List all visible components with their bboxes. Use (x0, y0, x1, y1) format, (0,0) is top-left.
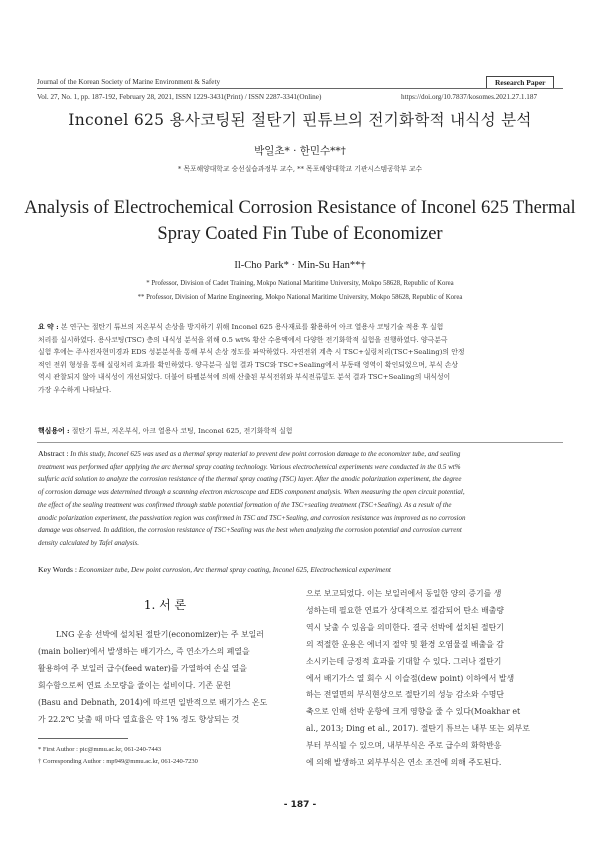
english-abstract-line: anodic polarization experiment, the passivation region was confirmed in TSC and TSC+Sealing, and corrosion resistance was improved as no corrosion (38, 513, 466, 522)
korean-abstract-line: 본 연구는 절탄기 튜브의 저온부식 손상을 방지하기 위해 Inconel 625 용사재료를 활용하여 아크 열용사 코팅기술 적용 후 실험 (60, 323, 444, 331)
english-abstract-line: treatment was performed after applying the arc thermal spray coating technology. Various electrochemical experiments were conducted in the 0.5 wt% (38, 462, 461, 471)
abstract-divider (37, 442, 563, 443)
header-divider (37, 88, 563, 89)
footnote-divider (38, 738, 128, 739)
body-line: 의 적절한 운용은 에너지 절약 및 환경 오염물질 배출을 감 (306, 639, 504, 649)
korean-abstract-line: 가장 우수하게 나타났다. (38, 385, 112, 394)
english-abstract-line: In this study, Inconel 625 was used as a thermal spray material to prevent dew point corrosion damage to the economizer tube, and sealing (70, 450, 461, 458)
section-heading-introduction: 1. 서 론 (143, 598, 187, 612)
body-line: 에 의해 발생하고 외부부식은 연소 조건에 의해 주도된다. (306, 758, 502, 768)
korean-keywords-label: 핵심용어 : (38, 427, 70, 435)
korean-title: Inconel 625 용사코팅된 절탄기 핀튜브의 전기화학적 내식성 분석 (68, 111, 532, 129)
english-abstract-line: damage was observed. In addition, the corrosion resistance of TSC+Sealing was the best when analyzing the corrosion potential and corrosion current (38, 526, 462, 535)
page-number: - 187 - (283, 800, 317, 810)
korean-abstract-line: 처리를 실시하였다. 용사코팅(TSC) 층의 내식성 분석을 위해 0.5 wt% 황산 수용액에서 다양한 전기화학적 실험을 진행하였다. 양극분극 (38, 335, 448, 344)
korean-abstract (38, 321, 562, 397)
korean-affiliation: * 목포해양대학교 승선실습과정부 교수, ** 목포해양대학교 기관시스템공학부 교수 (177, 165, 423, 173)
body-line: 부터 부식될 수 있으며, 내부부식은 주로 급수의 화학반응 (306, 741, 502, 751)
korean-abstract-line: 역시 관찰되지 않아 내식성이 개선되었다. 더불어 타펠분석에 의해 산출된 부식전위와 부식전류밀도 분석 결과 TSC+Sealing의 내식성이 (38, 373, 451, 382)
body-line: 소시키는데 긍정적 효과를 기대할 수 있다. 그러나 절탄기 (306, 656, 502, 666)
body-line: 축으로 인해 선박 운항에 크게 영향을 줄 수 있다(Moakhar et (306, 707, 521, 717)
english-abstract-label: Abstract : (38, 449, 69, 458)
english-keywords (38, 565, 562, 574)
body-line: 가 22.2℃ 낮출 때 마다 열효율은 약 1% 정도 향상되는 것 (38, 714, 240, 724)
body-line: LNG 운송 선박에 설치된 절탄기(economizer)는 주 보일러 (56, 630, 264, 639)
english-abstract-line: of corrosion damage was determined through a scanning electron microscope and EDS component analysis. When measuring the open circuit potential, (38, 488, 465, 497)
citation-info: Vol. 27, No. 1, pp. 187-192, February 28, 2021, ISSN 1229-3431(Print) / ISSN 2287-3341(Online) (37, 93, 322, 101)
english-title-line1: Analysis of Electrochemical Corrosion Resistance of Inconel 625 Thermal (24, 198, 576, 218)
korean-abstract-line: 적인 전위 형성을 통해 실링처리 효과를 확인하였다. 양극분극 실험 결과 TSC와 TSC+Sealing에서 부동태 영역이 확인되었으며, 부식 손상 (38, 360, 459, 369)
korean-authors: 박일초* · 한민수**† (254, 145, 346, 157)
english-abstract-line: density calculated by Tafel analysis. (38, 538, 140, 547)
right-column-body (306, 586, 562, 772)
english-abstract-line: sulfuric acid solution to analyze the corrosion resistance of the thermal spray coating (TSC) layer. After the anodic polarization experiment, the degree (38, 475, 462, 484)
footnote-first-author: * First Author : pic@mmu.ac.kr, 061-240-7443 (38, 746, 162, 753)
english-abstract (38, 448, 562, 550)
english-affiliation-1: * Professor, Division of Cadet Training, Mokpo National Maritime University, Mokpo 58628, Republic of Korea (146, 280, 454, 287)
body-line: 역시 낮출 수 있음을 의미한다. 결국 선박에 설치된 절탄기 (306, 622, 504, 632)
english-affiliation-2: ** Professor, Division of Marine Engineering, Mokpo National Maritime University, Mokpo 58628, Republic of Korea (137, 294, 463, 301)
english-keywords-value: Economizer tube, Dew point corrosion, Arc thermal spray coating, Inconel 625, Electrochemical experiment (78, 566, 391, 574)
korean-abstract-label: 요 약 : (38, 323, 59, 331)
body-line: (main bolier)에서 발생하는 배기가스, 즉 연소가스의 폐열을 (38, 646, 250, 656)
body-line: 에서 배기가스 열 회수 시 이슬점(dew point) 이하에서 발생 (306, 673, 515, 683)
body-line: 활용하여 주 보일러 급수(feed water)를 가열하여 손실 열을 (38, 663, 247, 673)
body-line: 회수함으로써 연료 소모량을 줄이는 설비이다. 기존 문헌 (38, 680, 231, 690)
research-paper-badge: Research Paper (486, 76, 554, 89)
english-abstract-line: the effect of the sealing treatment was confirmed through stable potential formation of the TSC+sealing treatment (TSC+Sealing). As a result of the (38, 500, 452, 509)
korean-keywords-value: 절탄기 튜브, 저온부식, 아크 열용사 코팅, Inconel 625, 전기화학적 실험 (71, 427, 293, 435)
english-title-line2: Spray Coated Fin Tube of Economizer (157, 224, 443, 244)
body-line: 성하는데 필요한 연료가 상대적으로 절감되어 탄소 배출량 (306, 605, 504, 615)
body-line: (Basu and Debnath, 2014)에 따르면 일반적으로 배기가스 온도 (38, 697, 268, 707)
journal-name: Journal of the Korean Society of Marine Environment & Safety (37, 78, 221, 86)
footnote-corresponding-author: † Corresponding Author : mp949@mmu.ac.kr, 061-240-7230 (38, 758, 198, 765)
english-keywords-label: Key Words : (38, 565, 78, 574)
doi-link[interactable]: https://doi.org/10.7837/kosomes.2021.27.1.187 (401, 93, 538, 101)
korean-abstract-line: 실험 후에는 주사전자현미경과 EDS 성분분석을 통해 부식 손상 정도를 파악하였다. 자연전위 계측 시 TSC+실링처리(TSC+Sealing)의 안정 (38, 348, 465, 357)
english-authors: Il-Cho Park* · Min-Su Han**† (234, 260, 366, 271)
body-line: 하는 전열면의 부식현상으로 절탄기의 성능 감소와 수명단 (306, 690, 504, 700)
body-line: 으로 보고되었다. 이는 보일러에서 동일한 양의 증기를 생 (306, 589, 502, 598)
left-column-body (38, 627, 292, 728)
korean-keywords (38, 425, 562, 438)
body-line: al., 2013; Ding et al., 2017). 절탄기 튜브는 내부 또는 외부로 (306, 724, 530, 734)
